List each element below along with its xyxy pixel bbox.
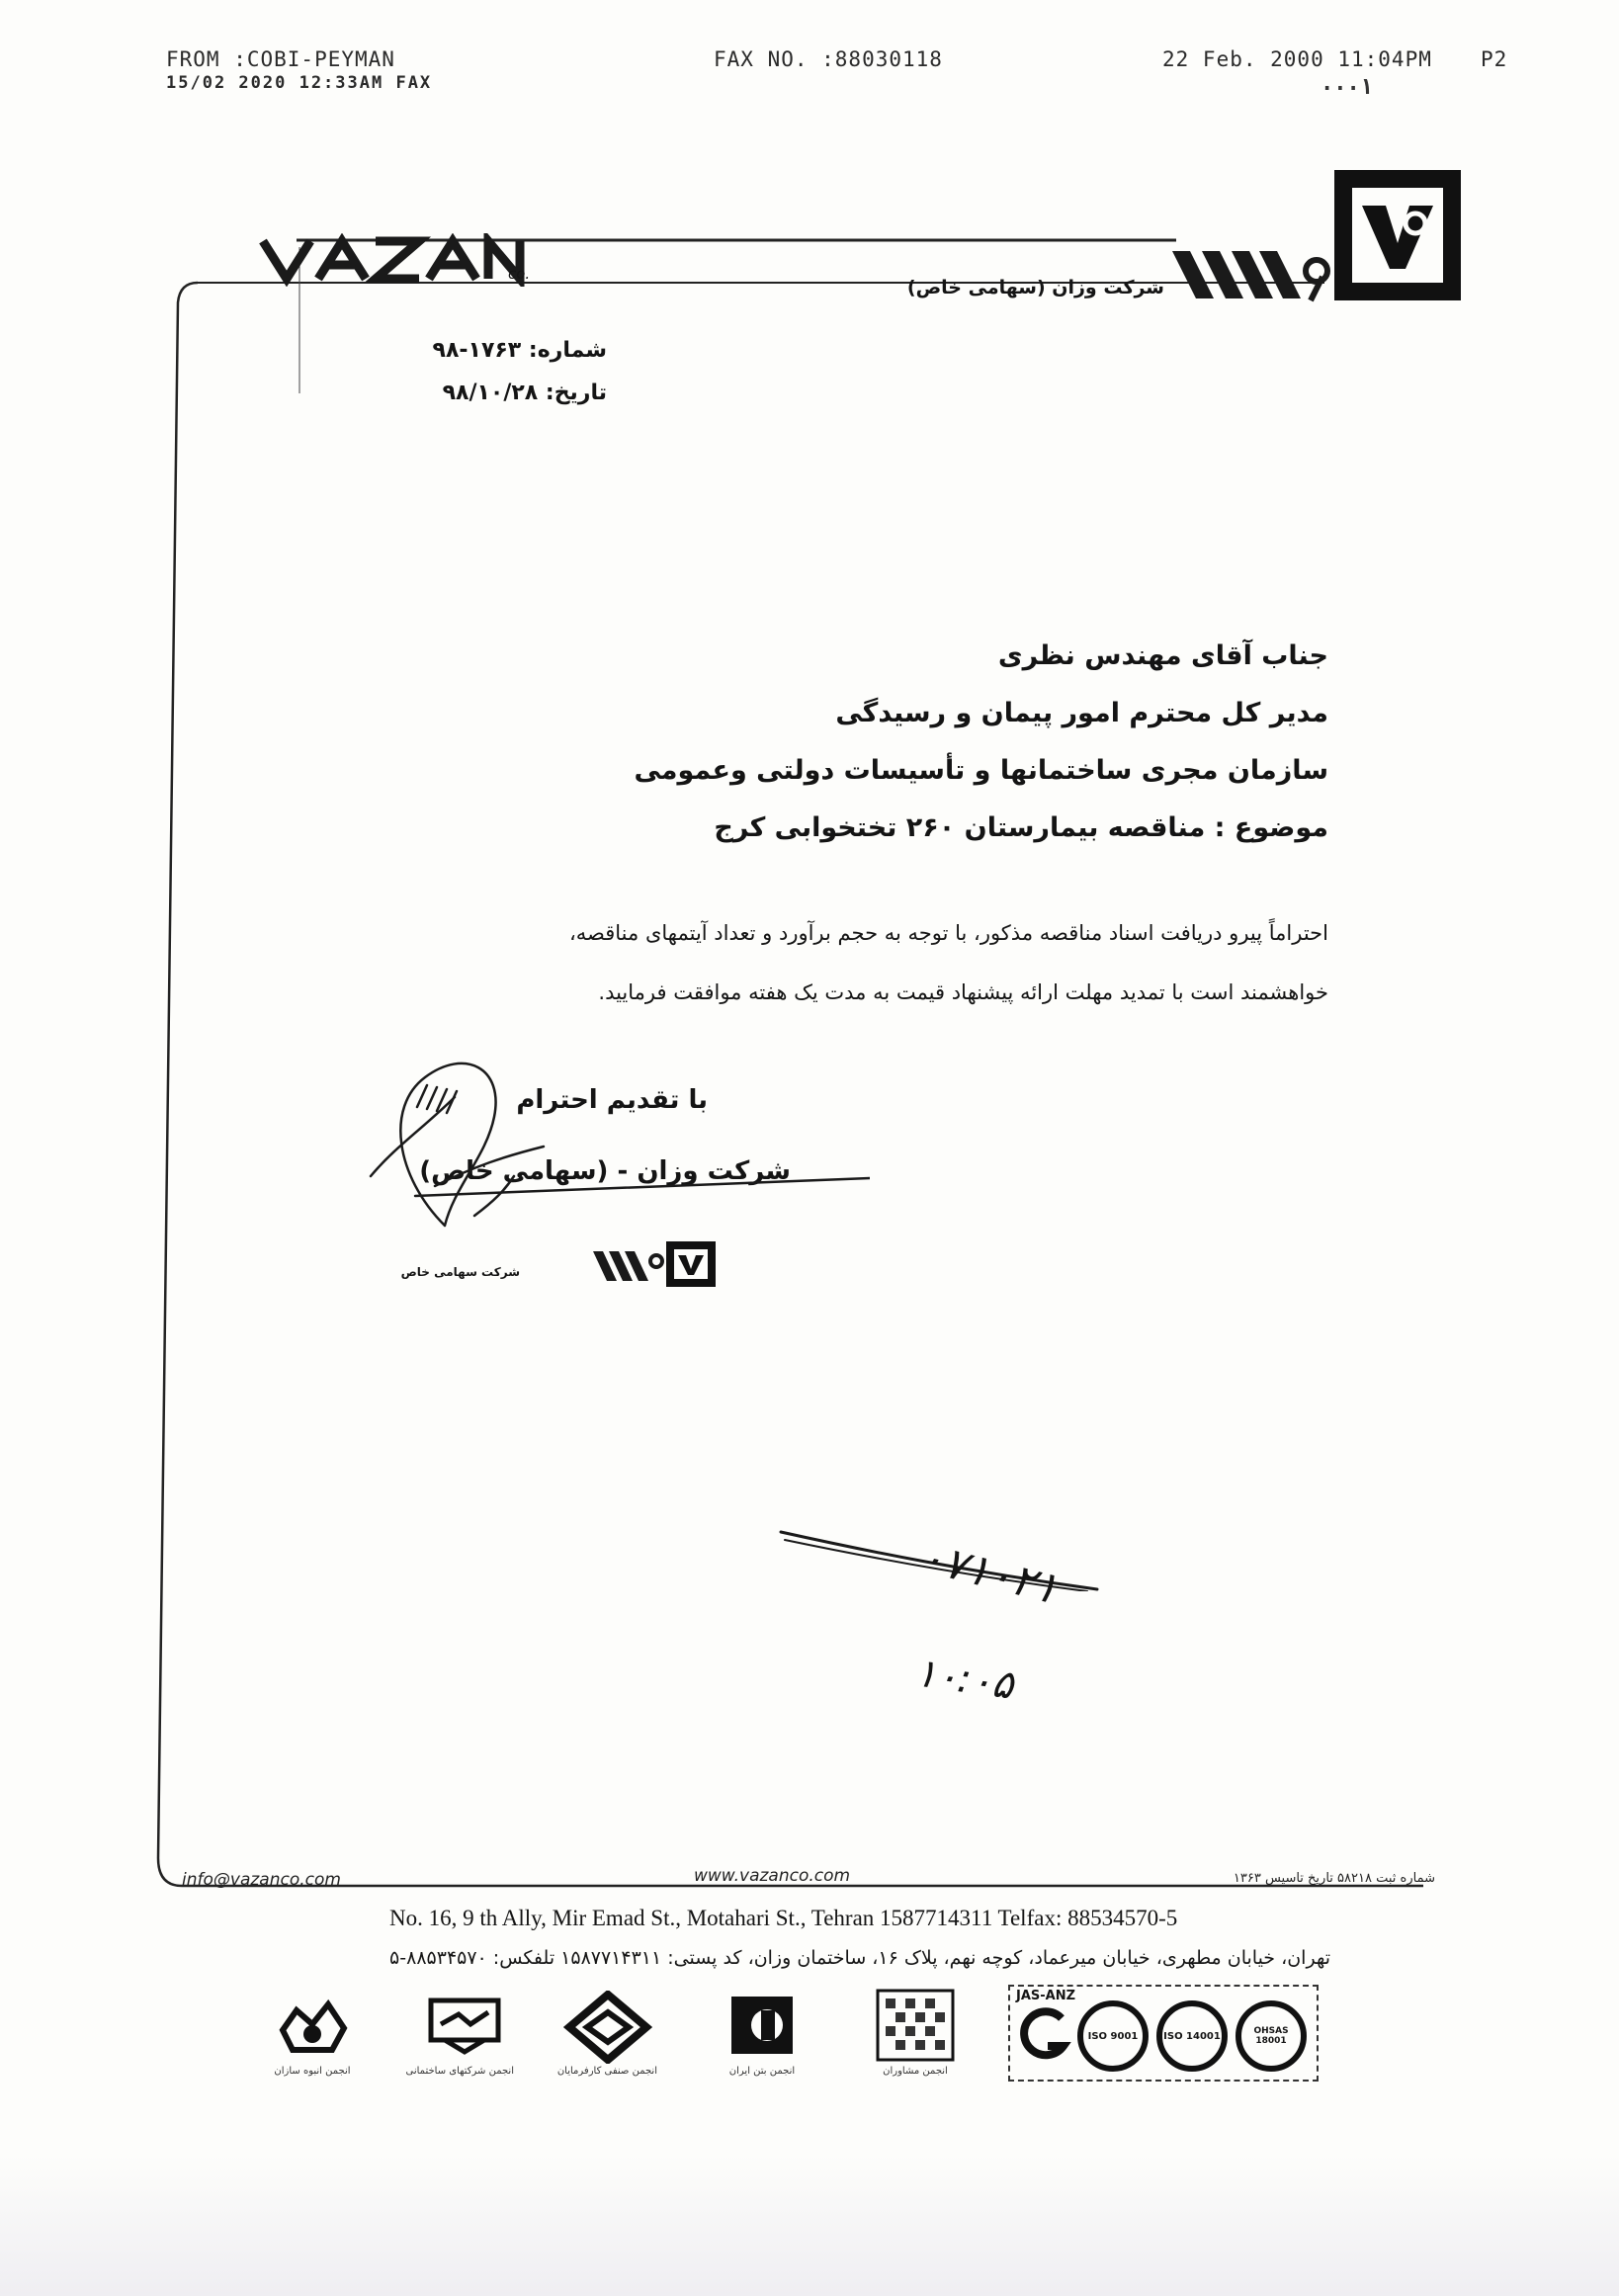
jas-anz-g-icon xyxy=(1014,2004,1073,2064)
ohsas-18001-seal: OHSAS 18001 xyxy=(1236,2000,1307,2072)
handwritten-number: ۰۷۱۰۲۱ xyxy=(914,1531,1064,1615)
iso-9001-seal: ISO 9001 xyxy=(1077,2000,1149,2072)
stamp-text: شرکت سهامی خاص xyxy=(400,1265,520,1279)
handwritten-signature xyxy=(356,1028,870,1245)
fax-stamp: ۰۰۰۱ xyxy=(1321,75,1373,100)
letter-number: شماره: ۱۷۶۳-۹۸ xyxy=(432,338,607,363)
cert-caption-4: انجمن بتن ایران xyxy=(728,2066,796,2077)
body-line-1: احتراماً پیرو دریافت اسناد مناقصه مذکور، با توجه به حجم برآورد و تعداد آیتمهای مناقصه، xyxy=(569,921,1328,945)
cert-logo-1-icon xyxy=(273,1991,352,2060)
handwritten-time: ۱۰:۰۵ xyxy=(912,1650,1017,1709)
footer-website: www.vazanco.com xyxy=(694,1866,851,1886)
fax-page: P2 xyxy=(1481,47,1508,71)
scan-shadow xyxy=(0,2155,1619,2296)
footer-address-fa: تهران، خیابان مطهری، خیابان میرعماد، کوچه نهم، پلاک ۱۶، ساختمان وزان، کد پستی: ۱۵۸۷۷۱۴۳۱۱ تلفکس: ۸۸۵۳۴۵۷۰-۵ xyxy=(389,1947,1330,1969)
cert-logo-5-icon xyxy=(876,1989,955,2062)
letter-date: تاریخ: ۹۸/۱۰/۲۸ xyxy=(442,381,607,405)
cert-caption-5: انجمن مشاوران xyxy=(883,2066,948,2077)
cert-caption-2: انجمن شرکتهای ساختمانی xyxy=(405,2066,514,2077)
company-stamp xyxy=(593,1237,722,1291)
cert-caption-1: انجمن انبوه سازان xyxy=(274,2066,351,2077)
fax-received: 15/02 2020 12:33AM FAX xyxy=(166,73,433,93)
jas-anz-label: JAS-ANZ xyxy=(1016,1989,1076,2003)
footer-email: info@vazanco.com xyxy=(182,1870,341,1890)
jas-anz-certificate-panel xyxy=(1008,1985,1319,2082)
cert-logo-3-icon xyxy=(563,1991,652,2064)
company-name-fa: شرکت وزان (سهامی خاص) xyxy=(906,277,1164,298)
cert-logo-2-icon xyxy=(425,1995,504,2060)
closing-salutation: با تقدیم احترام xyxy=(516,1085,708,1115)
recipient-organization: سازمان مجری ساختمانها و تأسیسات دولتی وعمومی xyxy=(634,755,1328,786)
fax-number: FAX NO. :88030118 xyxy=(714,47,943,71)
vazan-stripe-mark xyxy=(1172,241,1330,308)
footer-address-en: No. 16, 9 th Ally, Mir Emad St., Motahari St., Tehran 1587714311 Telfax: 88534570-5 xyxy=(389,1906,1178,1930)
recipient-title: مدیر کل محترم امور پیمان و رسیدگی xyxy=(835,698,1328,728)
body-line-2: خواهشمند است با تمدید مهلت ارائه پیشنهاد قیمت به مدت یک هفته موافقت فرمایید. xyxy=(598,980,1328,1004)
vazan-suffix: co. xyxy=(508,265,531,283)
signatory-company: شرکت وزان - (سهامی خاص) xyxy=(419,1156,791,1186)
iso-14001-seal: ISO 14001 xyxy=(1156,2000,1228,2072)
cert-logo-4-icon xyxy=(727,1993,797,2058)
recipient-name: جناب آقای مهندس نظری xyxy=(997,640,1328,671)
cert-caption-3: انجمن صنفی کارفرمایان xyxy=(556,2066,657,2077)
vazan-logo-icon xyxy=(1330,166,1465,304)
footer-registration: شماره ثبت ۵۸۲۱۸ تاریخ تاسیس ۱۳۶۳ xyxy=(1233,1871,1435,1886)
fax-from: FROM :COBI-PEYMAN xyxy=(166,47,395,71)
vazan-wordmark xyxy=(255,233,542,287)
letter-subject: موضوع : مناقصه بیمارستان ۲۶۰ تختخوابی کرج xyxy=(714,812,1328,843)
fax-sent-time: 22 Feb. 2000 11:04PM xyxy=(1162,47,1432,71)
